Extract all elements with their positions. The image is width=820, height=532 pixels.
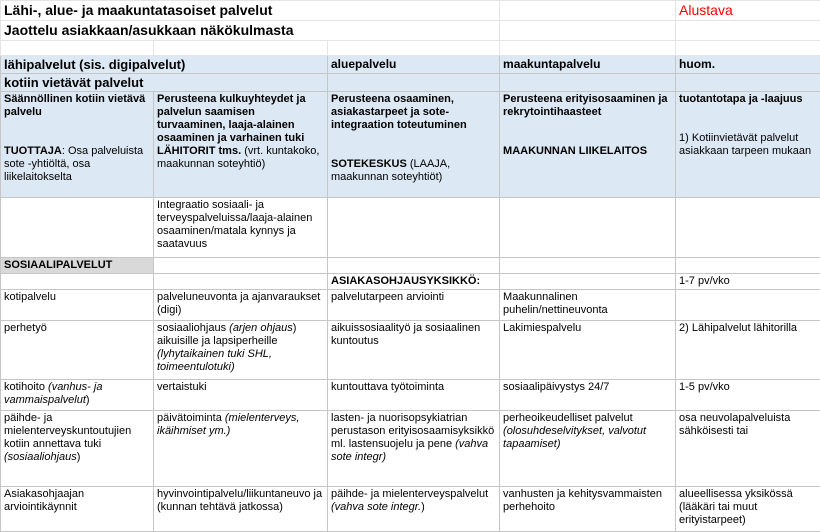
table-cell: vanhusten ja kehitysvammaisten perhehoito	[500, 487, 676, 532]
basis-text: Perusteena osaaminen, asiakastarpeet ja sote-integraation toteutuminen	[331, 93, 467, 131]
sotekeskus-label: SOTEKESKUS	[331, 158, 407, 170]
cell-text: )	[86, 394, 90, 406]
empty-cell	[328, 74, 500, 92]
table-cell: hyvinvointipalvelu/liikuntaneuvo ja (kunnan tehtävä jatkossa)	[154, 487, 328, 532]
table-cell	[1, 380, 154, 411]
basis-maakunta	[500, 92, 676, 198]
header-maakuntapalvelu: maakuntapalvelu	[500, 56, 676, 74]
table-cell: 1-5 pv/vko	[676, 380, 820, 411]
basis-alue	[328, 92, 500, 198]
empty-cell	[500, 258, 676, 274]
empty-cell	[328, 258, 500, 274]
table-cell	[154, 321, 328, 380]
section-label: SOSIAALIPALVELUT	[1, 258, 154, 274]
table-row	[1, 411, 820, 487]
cell-text-italic: (arjen ohjaus	[229, 322, 293, 334]
table-cell: palvelutarpeen arviointi	[328, 290, 500, 321]
empty-cell	[500, 1, 676, 21]
sotekeskus-text: (LAAJA, maakunnan soteyhtiöt)	[331, 158, 450, 183]
cell-text: )	[421, 501, 425, 513]
sheet-subtitle: Jaottelu asiakkaan/asukkaan näkökulmasta	[1, 21, 500, 41]
empty-cell	[328, 198, 500, 258]
cell-text: )	[77, 451, 81, 463]
table-row	[1, 380, 820, 411]
empty-cell	[676, 198, 820, 258]
empty-cell	[500, 21, 676, 41]
header-lahipalvelut: lähipalvelut (sis. digipalvelut)	[1, 56, 328, 74]
cell-text: ) aikuisille ja lapsiperheille	[157, 322, 296, 347]
asiakasohjaus-label: ASIAKASOHJAUSYKSIKKÖ:	[328, 274, 500, 290]
basis-text: Perusteena kulkuyhteydet ja palvelun saamisen turvaaminen, laaja-alainen osaaminen ja varhainen tuki	[157, 93, 306, 144]
table-cell	[154, 411, 328, 487]
empty-cell	[328, 41, 500, 56]
empty-cell	[676, 41, 820, 56]
table-row	[1, 290, 820, 321]
cell-text: päivätoiminta	[157, 412, 225, 424]
table-cell: perhetyö	[1, 321, 154, 380]
table-cell	[676, 290, 820, 321]
liikelaitos-label: MAAKUNNAN LIIKELAITOS	[503, 145, 647, 157]
empty-cell	[154, 274, 328, 290]
cell-text: kotihoito	[4, 381, 48, 393]
note-text: 1) Kotiinvietävät palvelut asiakkaan tarpeen mukaan	[679, 132, 811, 157]
table-cell: alueellisessa yksikössä (lääkäri tai muut erityistarpeet)	[676, 487, 820, 532]
cell-text-italic: (lyhytaikainen tuki SHL, toimeentulotuki)	[157, 348, 272, 373]
table-row	[1, 321, 820, 380]
empty-cell	[500, 274, 676, 290]
lahitorit-text: (vrt. kuntakoko, maakunnan soteyhtiö)	[157, 145, 319, 170]
cell-text-italic: (vahva sote integr.	[331, 501, 421, 513]
cell-text-italic: (mielenterveys, ikäihmiset ym.)	[157, 412, 299, 437]
table-cell	[1, 411, 154, 487]
lahitorit-label: LÄHITORIT tms.	[157, 145, 241, 157]
producer-text: : Osa palveluista sote -yhtiöltä, osa liikelaitokselta	[4, 145, 143, 183]
table-cell: 2) Lähipalvelut lähitorilla	[676, 321, 820, 380]
table-cell: aikuissosiaalityö ja sosiaalinen kuntoutus	[328, 321, 500, 380]
cell-text: päihde- ja mielenterveyskuntoutujien kotiin annettava tuki	[4, 412, 131, 450]
empty-cell	[676, 74, 820, 92]
empty-cell	[676, 21, 820, 41]
basis-huom	[676, 92, 820, 198]
cell-text: päihde- ja mielenterveyspalvelut	[331, 488, 488, 500]
empty-cell	[154, 258, 328, 274]
empty-cell	[1, 198, 154, 258]
empty-cell	[154, 41, 328, 56]
cell-text-italic: (olosuhdeselvitykset, valvotut tapaamiset)	[503, 425, 646, 450]
cell-text: lasten- ja nuorisopsykiatrian perustason erityisosaamisyksikkö ml. lastensuojelu ja pene	[331, 412, 494, 450]
table-cell	[500, 411, 676, 487]
table-cell: kotipalvelu	[1, 290, 154, 321]
table-cell: Asiakasohjaajan arviointikäynnit	[1, 487, 154, 532]
table-cell: kuntouttava työtoiminta	[328, 380, 500, 411]
table-cell: osa neuvolapalveluista sähköisesti tai	[676, 411, 820, 487]
basis-text: Perusteena erityisosaaminen ja rekrytointihaasteet	[503, 93, 667, 118]
cell-text: sosiaaliohjaus	[157, 322, 229, 334]
cell-text-italic: (vahva sote integr)	[331, 438, 488, 463]
empty-cell	[500, 74, 676, 92]
row-note: 1-7 pv/vko	[676, 274, 820, 290]
cell-text: perheoikeudelliset palvelut	[503, 412, 633, 424]
cell-text-italic: (sosiaaliohjaus	[4, 451, 77, 463]
status-label: Alustava	[676, 1, 820, 21]
basis-text: tuotantotapa ja -laajuus	[679, 93, 802, 105]
empty-cell	[1, 41, 154, 56]
table-cell	[328, 487, 500, 532]
empty-cell	[500, 198, 676, 258]
integration-note: Integraatio sosiaali- ja terveyspalveluissa/laaja-alainen osaaminen/matala kynnys ja saatavuus	[154, 198, 328, 258]
table-row	[1, 487, 820, 532]
table-cell	[328, 411, 500, 487]
sheet-title: Lähi-, alue- ja maakuntatasoiset palvelut	[1, 1, 500, 21]
table-cell: vertaistuki	[154, 380, 328, 411]
table-cell: Maakunnalinen puhelin/nettineuvonta	[500, 290, 676, 321]
empty-cell	[676, 258, 820, 274]
empty-cell	[500, 41, 676, 56]
header-huom: huom.	[676, 56, 820, 74]
basis-lahi-kotiin	[1, 92, 154, 198]
table-cell: Lakimiespalvelu	[500, 321, 676, 380]
cell-text-italic: (vanhus- ja vammaispalvelut	[4, 381, 102, 406]
empty-cell	[1, 274, 154, 290]
basis-text: Säännöllinen kotiin vietävä palvelu	[4, 93, 145, 118]
header-aluepalvelu: aluepalvelu	[328, 56, 500, 74]
table-cell: sosiaalipäivystys 24/7	[500, 380, 676, 411]
header-kotiin: kotiin vietävät palvelut	[1, 74, 328, 92]
table-cell: palveluneuvonta ja ajanvaraukset (digi)	[154, 290, 328, 321]
producer-label: TUOTTAJA	[4, 145, 62, 157]
basis-lahi	[154, 92, 328, 198]
